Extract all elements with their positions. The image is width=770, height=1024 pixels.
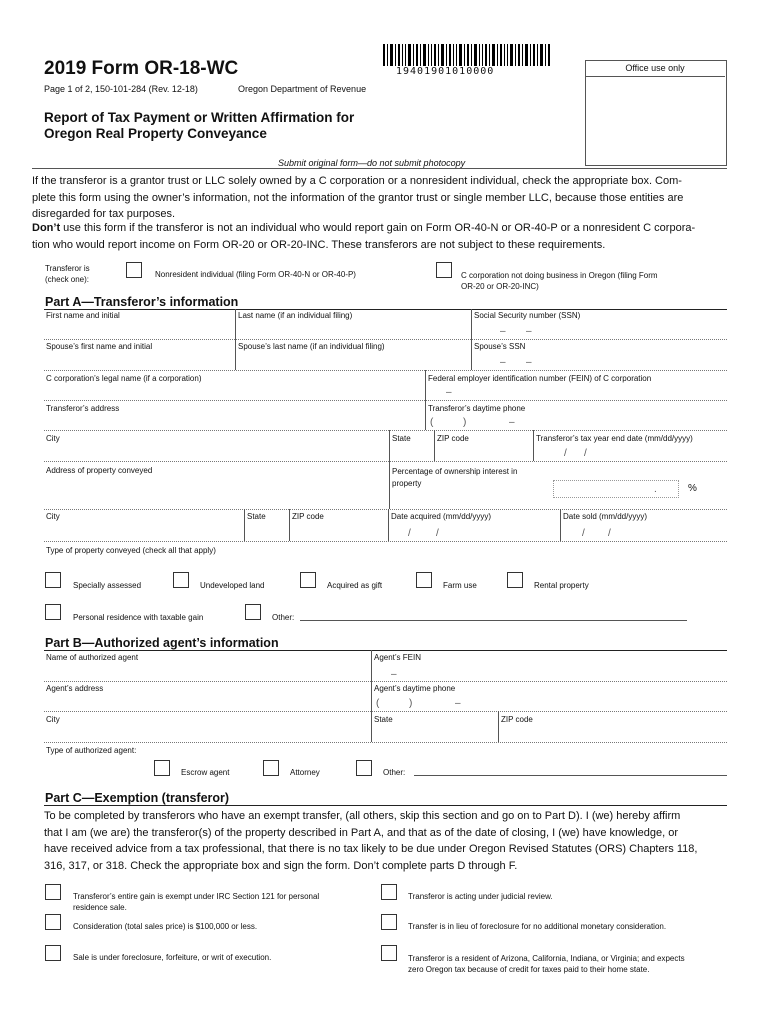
state-label: State (392, 434, 411, 443)
department-name: Oregon Department of Revenue (238, 84, 367, 94)
acquired-gift-label: Acquired as gift (327, 581, 383, 590)
ssn-input[interactable] (472, 321, 726, 339)
spouse-ssn-label: Spouse’s SSN (474, 342, 526, 351)
part-c-paragraph: To be completed by transferors who have an exempt transfer, (all others, skip this section and go on to Part D). I (we) hereby affirm that I am (we are) the transferor(s) of the property described in Part A, and that as of the date of closing, I (we) have knowledge, or have received advice from a tax professional, that there is no tax likely to be due under Oregon Revised Statutes (ORS) Chapters 118, 316, 317, or 318. Check the appropriate box and sign the form. Don’t complete parts D through F. (44, 810, 698, 872)
property-city-label: City (46, 512, 60, 521)
escrow-agent-label: Escrow agent (181, 768, 230, 777)
last-name-input[interactable] (236, 321, 470, 339)
date-sold-input[interactable] (561, 522, 726, 541)
ownership-label: Percentage of ownership interest in property (392, 467, 518, 488)
agent-zip-input[interactable] (499, 725, 726, 742)
barcode-number: 19401901010000 (396, 66, 495, 77)
agent-other-checkbox[interactable] (356, 760, 372, 776)
row-divider (44, 742, 727, 743)
row-divider (44, 681, 727, 682)
fein-label: Federal employer identification number (FEIN) of C corporation (428, 374, 652, 383)
rental-property-label: Rental property (534, 581, 589, 590)
ccorp-checkbox[interactable] (436, 262, 452, 278)
ccorp-label: C corporation not doing business in Oregon (filing Form OR-20 or OR-20-INC) (461, 271, 658, 291)
agent-type-label: Type of authorized agent: (46, 746, 137, 755)
row-divider (44, 400, 727, 401)
date-slash: / (584, 448, 587, 459)
property-address-input[interactable] (44, 478, 388, 508)
phone-dash: – (455, 698, 461, 709)
property-other-label: Other: (272, 613, 295, 622)
personal-residence-label: Personal residence with taxable gain (73, 613, 204, 622)
part-c-rule (44, 805, 727, 806)
percent-sign: % (688, 483, 697, 494)
fein-input[interactable] (426, 384, 726, 400)
agent-phone-label: Agent’s daytime phone (374, 684, 456, 693)
office-use-label: Office use only (625, 63, 685, 73)
row-divider (44, 461, 727, 462)
property-address-label: Address of property conveyed (46, 466, 153, 475)
agent-fein-input[interactable] (372, 663, 726, 681)
nonresident-checkbox[interactable] (126, 262, 142, 278)
agent-state-input[interactable] (372, 725, 497, 742)
submit-note: Submit original form—do not submit photocopy (278, 158, 466, 168)
city-input[interactable] (44, 444, 388, 461)
state-input[interactable] (390, 444, 433, 461)
nonresident-label: Nonresident individual (filing Form OR-40-N or OR-40-P) (155, 270, 356, 279)
judicial-review-checkbox[interactable] (381, 884, 397, 900)
agent-city-label: City (46, 715, 60, 724)
submit-rule (32, 168, 727, 169)
agent-other-input[interactable] (414, 775, 727, 776)
property-state-label: State (247, 512, 266, 521)
row-divider (44, 541, 727, 542)
date-slash: / (582, 528, 585, 539)
row-divider (44, 711, 727, 712)
city-label: City (46, 434, 60, 443)
agent-name-input[interactable] (44, 663, 370, 681)
intro-paragraph-1: If the transferor is a grantor trust or LLC solely owned by a C corporation or a nonresident individual, check the appropriate box. Com- plete this form using the owner’s information, not the information of the grantor trust or single member LLC, because those entities are disregarded for tax purposes. (32, 175, 684, 220)
agent-fein-label: Agent’s FEIN (374, 653, 421, 662)
ownership-percent-input[interactable] (553, 480, 679, 498)
date-slash: / (436, 528, 439, 539)
attorney-label: Attorney (290, 768, 320, 777)
lieu-of-foreclosure-checkbox[interactable] (381, 914, 397, 930)
fein-dash: – (446, 387, 452, 398)
irc-121-checkbox[interactable] (45, 884, 61, 900)
acquired-gift-checkbox[interactable] (300, 572, 316, 588)
first-name-input[interactable] (44, 321, 234, 339)
agent-state-label: State (374, 715, 393, 724)
foreclosure-label: Sale is under foreclosure, forfeiture, or writ of execution. (73, 953, 272, 962)
resident-credit-label: Transferor is a resident of Arizona, California, Indiana, or Virginia; and expects zero Oregon tax because of credit for taxes paid to their home state. (408, 954, 685, 974)
spouse-first-name-label: Spouse’s first name and initial (46, 342, 153, 351)
spouse-first-name-input[interactable] (44, 352, 234, 370)
agent-address-label: Agent’s address (46, 684, 104, 693)
rental-property-checkbox[interactable] (507, 572, 523, 588)
row-divider (44, 509, 727, 510)
divider (389, 461, 390, 509)
date-slash: / (408, 528, 411, 539)
farm-use-label: Farm use (443, 581, 477, 590)
first-name-label: First name and initial (46, 311, 120, 320)
last-name-label: Last name (if an individual filing) (238, 311, 353, 320)
specially-assessed-label: Specially assessed (73, 581, 142, 590)
ssn-dash: – (526, 326, 532, 337)
consideration-checkbox[interactable] (45, 914, 61, 930)
personal-residence-checkbox[interactable] (45, 604, 61, 620)
property-other-input[interactable] (300, 620, 687, 621)
phone-dash: – (509, 417, 515, 428)
date-slash: / (564, 448, 567, 459)
agent-phone-input[interactable] (372, 694, 726, 711)
spouse-ssn-dash: – (500, 357, 506, 368)
tax-year-end-input[interactable] (534, 444, 726, 461)
row-divider (44, 370, 727, 371)
farm-use-checkbox[interactable] (416, 572, 432, 588)
phone-paren: ( (430, 417, 434, 428)
barcode-graphic (383, 44, 553, 66)
percent-decimal: . (654, 484, 657, 495)
escrow-agent-checkbox[interactable] (154, 760, 170, 776)
lieu-of-foreclosure-label: Transfer is in lieu of foreclosure for no additional monetary consideration. (408, 922, 667, 931)
date-slash: / (608, 528, 611, 539)
property-other-checkbox[interactable] (245, 604, 261, 620)
date-acquired-input[interactable] (389, 522, 559, 541)
foreclosure-checkbox[interactable] (45, 945, 61, 961)
report-title-line-2: Oregon Real Property Conveyance (44, 126, 267, 141)
spouse-last-name-label: Spouse’s last name (if an individual filing) (238, 342, 385, 351)
part-a-title: Part A—Transferor’s information (45, 295, 239, 309)
zip-label: ZIP code (437, 434, 469, 443)
part-a-rule (44, 309, 727, 310)
agent-zip-label: ZIP code (501, 715, 533, 724)
row-divider (44, 339, 727, 340)
phone-label: Transferor’s daytime phone (428, 404, 526, 413)
spouse-last-name-input[interactable] (236, 352, 470, 370)
transferor-is-label: Transferor is (check one): (45, 264, 90, 284)
attorney-checkbox[interactable] (263, 760, 279, 776)
phone-paren: ) (409, 698, 413, 709)
agent-name-label: Name of authorized agent (46, 653, 139, 662)
report-title-line-1: Report of Tax Payment or Written Affirmation for (44, 110, 355, 125)
property-zip-label: ZIP code (292, 512, 324, 521)
property-city-input[interactable] (44, 522, 243, 541)
undeveloped-land-checkbox[interactable] (173, 572, 189, 588)
undeveloped-land-label: Undeveloped land (200, 581, 265, 590)
phone-input[interactable] (426, 414, 726, 430)
date-acquired-label: Date acquired (mm/dd/yyyy) (391, 512, 492, 521)
form-title: 2019 Form OR-18-WC (44, 58, 239, 79)
property-state-input[interactable] (245, 522, 288, 541)
zip-input[interactable] (435, 444, 532, 461)
ccorp-name-input[interactable] (44, 384, 424, 400)
resident-credit-checkbox[interactable] (381, 945, 397, 961)
property-type-label: Type of property conveyed (check all that apply) (46, 546, 216, 555)
spouse-ssn-dash: – (526, 357, 532, 368)
page-info: Page 1 of 2, 150-101-284 (Rev. 12-18) (44, 84, 198, 94)
spouse-ssn-input[interactable] (472, 352, 726, 370)
ssn-dash: – (500, 326, 506, 337)
date-sold-label: Date sold (mm/dd/yyyy) (563, 512, 648, 521)
agent-address-input[interactable] (44, 694, 370, 711)
specially-assessed-checkbox[interactable] (45, 572, 61, 588)
agent-other-label: Other: (383, 768, 406, 777)
phone-paren: ) (463, 417, 467, 428)
tax-year-end-label: Transferor’s tax year end date (mm/dd/yyyy) (536, 434, 693, 443)
part-b-rule (44, 650, 727, 651)
agent-city-input[interactable] (44, 725, 370, 742)
phone-paren: ( (376, 698, 380, 709)
intro-paragraph-2: Don’t use this form if the transferor is not an individual who would report gain on Form OR-40-N or OR-40-P or a nonresident C corpora- tion who would report income on Form OR-20 or OR-20-INC. These transferors are not subject to these requirements. (32, 222, 696, 251)
property-zip-input[interactable] (290, 522, 387, 541)
row-divider (44, 430, 727, 431)
consideration-label: Consideration (total sales price) is $100,000 or less. (73, 922, 258, 931)
ssn-label: Social Security number (SSN) (474, 311, 581, 320)
part-c-title: Part C—Exemption (transferor) (45, 791, 230, 805)
irc-121-label: Transferor’s entire gain is exempt under IRC Section 121 for personal residence sale. (73, 892, 320, 912)
part-b-title: Part B—Authorized agent’s information (45, 636, 279, 650)
ccorp-name-label: C corporation’s legal name (if a corporation) (46, 374, 202, 383)
judicial-review-label: Transferor is acting under judicial review. (408, 892, 553, 901)
address-label: Transferor’s address (46, 404, 120, 413)
address-input[interactable] (44, 414, 424, 430)
agent-fein-dash: – (391, 669, 397, 680)
